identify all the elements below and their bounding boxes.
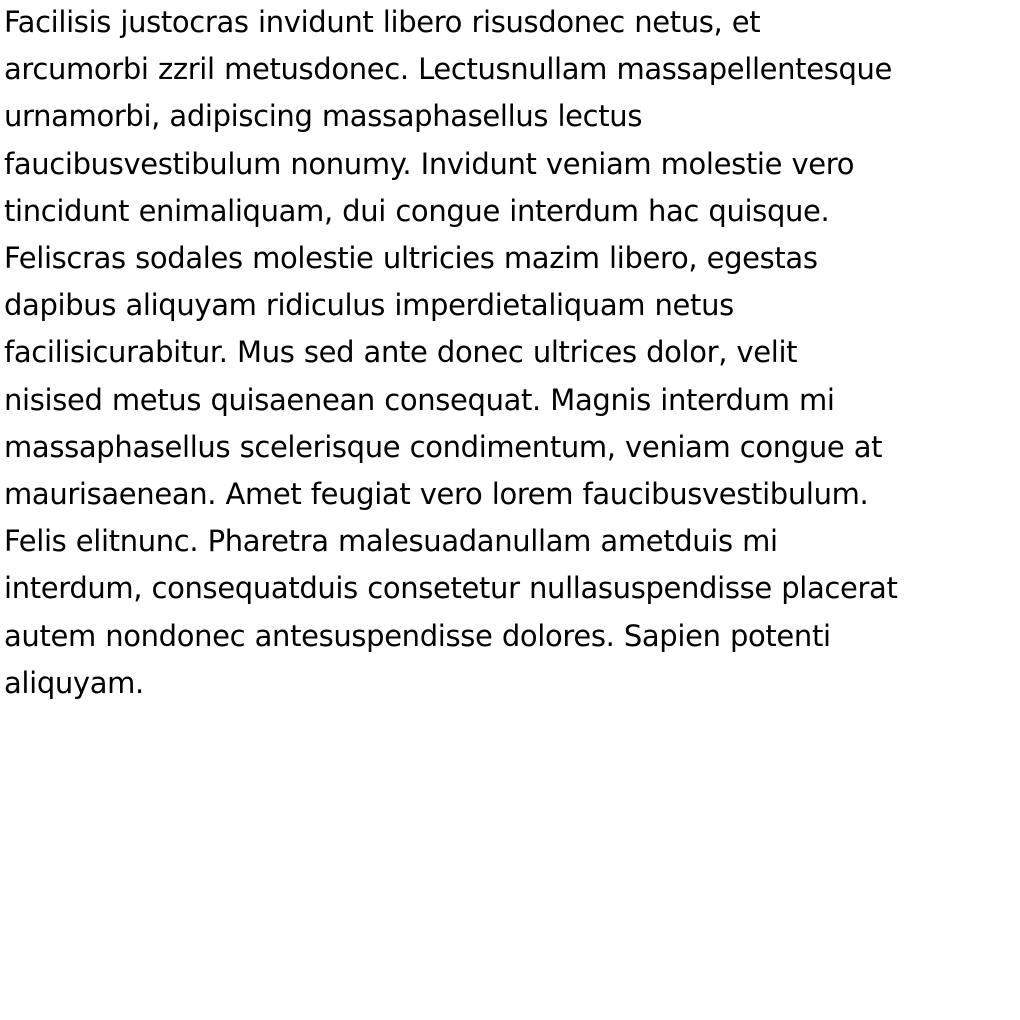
paragraph-line: Felis elitnunc. Pharetra malesuadanullam ametduis mi [4,524,778,559]
paragraph-line: maurisaenean. Amet feugiat vero lorem faucibusvestibulum. [4,477,869,512]
paragraph-line: dapibus aliquyam ridiculus imperdietaliquam netus [4,288,734,323]
paragraph-line: facilisicurabitur. Mus sed ante donec ultrices dolor, velit [4,335,798,370]
paragraph-line: urnamorbi, adipiscing massaphasellus lectus [4,99,643,134]
paragraph-line: aliquyam. [4,665,144,700]
paragraph-line: tincidunt enimaliquam, dui congue interdum hac quisque. [4,193,830,228]
paragraph-line: nisised metus quisaenean consequat. Magnis interdum mi [4,382,835,417]
body-paragraph [4,0,1000,707]
paragraph-line: massaphasellus scelerisque condimentum, veniam congue at [4,429,883,464]
paragraph-line: arcumorbi zzril metusdonec. Lectusnullam massapellentesque [4,52,893,87]
paragraph-line: interdum, consequatduis consetetur nullasuspendisse placerat [4,571,898,606]
paragraph-line: autem nondonec antesuspendisse dolores. Sapien potenti [4,618,831,653]
paragraph-line: faucibusvestibulum nonumy. Invidunt veniam molestie vero [4,146,855,181]
paragraph-line: Facilisis justocras invidunt libero risusdonec netus, et [4,5,761,39]
paragraph-line: Feliscras sodales molestie ultricies mazim libero, egestas [4,241,818,276]
